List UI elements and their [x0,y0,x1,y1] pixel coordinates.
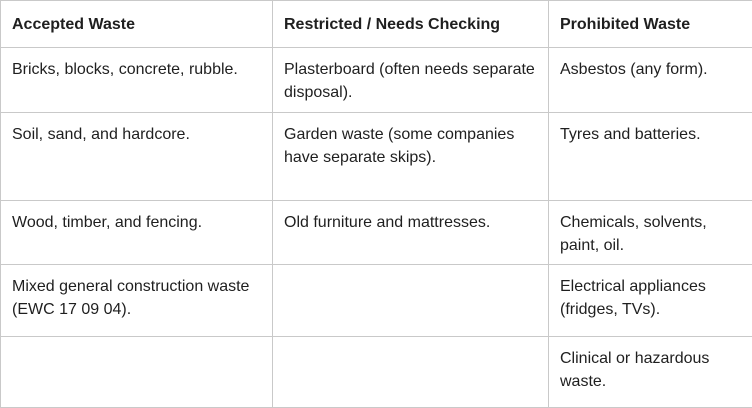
cell-restricted [273,265,549,337]
cell-restricted [273,337,549,408]
header-prohibited-waste: Prohibited Waste [549,1,752,48]
cell-accepted: Soil, sand, and hardcore. [1,113,273,201]
table-row [1,113,752,201]
cell-prohibited: Asbestos (any form). [549,48,752,113]
cell-accepted: Bricks, blocks, concrete, rubble. [1,48,273,113]
cell-prohibited: Tyres and batteries. [549,113,752,201]
table-row [1,337,752,408]
cell-accepted [1,337,273,408]
table-header [1,1,752,48]
table-body [1,48,752,408]
cell-prohibited: Chemicals, solvents, paint, oil. [549,201,752,265]
cell-restricted: Old furniture and mattresses. [273,201,549,265]
table-row [1,48,752,113]
cell-prohibited: Electrical appliances (fridges, TVs). [549,265,752,337]
cell-accepted: Mixed general construction waste (EWC 17 09 04). [1,265,273,337]
cell-prohibited: Clinical or hazardous waste. [549,337,752,408]
table-row [1,201,752,265]
header-restricted-waste: Restricted / Needs Checking [273,1,549,48]
cell-restricted: Plasterboard (often needs separate disposal). [273,48,549,113]
cell-restricted: Garden waste (some companies have separate skips). [273,113,549,201]
header-accepted-waste: Accepted Waste [1,1,273,48]
table-row [1,265,752,337]
header-row [1,1,752,48]
cell-accepted: Wood, timber, and fencing. [1,201,273,265]
